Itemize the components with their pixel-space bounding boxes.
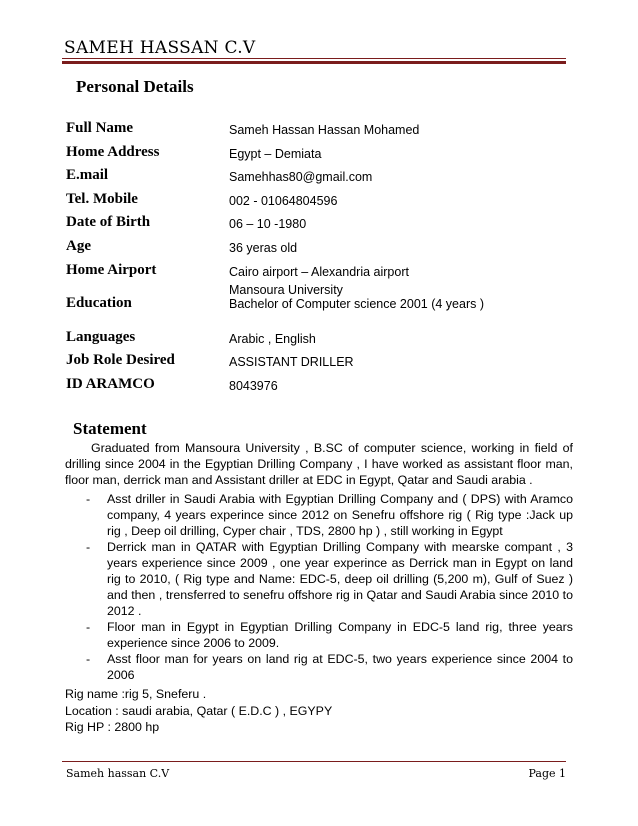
label-email: E.mail bbox=[66, 167, 109, 183]
experience-item-text: Floor man in Egypt in Egyptian Drilling Company in EDC-5 land rig, three years experience since 2006 to 2009. bbox=[107, 620, 573, 650]
label-tel-mobile: Tel. Mobile bbox=[66, 191, 138, 207]
header-title: SAMEH HASSAN C.V bbox=[64, 38, 256, 58]
experience-item-text: Derrick man in QATAR with Egyptian Drilling Company with mearske compant , 3 years experience since 2009 , one year experince as Derrick man in Egypt on land rig to 2010, ( Rig type and Name: EDC-5, deep oil drilling (5,200 m), Gulf of Suez ) and then , trensferred to senefru offshore rig in Qatar and Saudi Arabia since 2010 to 2012 . bbox=[107, 540, 573, 618]
label-age: Age bbox=[66, 238, 91, 254]
list-item bbox=[82, 619, 573, 651]
page-number: Page 1 bbox=[528, 767, 566, 780]
label-education: Education bbox=[66, 295, 132, 311]
personal-details-heading: Personal Details bbox=[76, 77, 194, 96]
value-education-degree: Bachelor of Computer science 2001 (4 years ) bbox=[229, 297, 484, 311]
label-date-of-birth: Date of Birth bbox=[66, 214, 151, 230]
dash-bullet: - bbox=[86, 492, 91, 506]
value-email: Samehhas80@gmail.com bbox=[229, 170, 373, 184]
value-languages: Arabic , English bbox=[229, 332, 316, 346]
label-home-airport: Home Airport bbox=[66, 262, 157, 278]
footer-rule bbox=[62, 761, 566, 762]
dash-bullet: - bbox=[86, 540, 91, 554]
dash-bullet: - bbox=[86, 652, 91, 666]
rig-location-line: Location : saudi arabia, Qatar ( E.D.C ) , EGYPY bbox=[65, 703, 333, 718]
rig-hp-line: Rig HP : 2800 hp bbox=[65, 720, 160, 734]
header-rule bbox=[62, 58, 566, 59]
label-job-role-desired: Job Role Desired bbox=[66, 352, 175, 368]
label-home-address: Home Address bbox=[66, 144, 160, 160]
rig-name-line: Rig name :rig 5, Sneferu . bbox=[65, 687, 207, 701]
value-full-name: Sameh Hassan Hassan Mohamed bbox=[229, 123, 420, 137]
label-languages: Languages bbox=[66, 329, 136, 345]
value-date-of-birth: 06 – 10 -1980 bbox=[229, 217, 307, 231]
value-job-role-desired: ASSISTANT DRILLER bbox=[229, 355, 354, 369]
experience-list bbox=[82, 491, 573, 683]
list-item bbox=[82, 491, 573, 539]
experience-item-text: Asst driller in Saudi Arabia with Egyptian Drilling Company and ( DPS) with Aramco company, 4 years experince since 2012 on Senefru offshore rig ( Rig type :Jack up rig , Deep oil drilling, Cyper chair , TDS, 2800 hp ) , still working in Egypt bbox=[107, 492, 573, 538]
rig-info bbox=[65, 686, 332, 736]
label-full-name: Full Name bbox=[66, 120, 134, 136]
list-item bbox=[82, 539, 573, 619]
dash-bullet: - bbox=[86, 620, 91, 634]
value-age: 36 yeras old bbox=[229, 241, 298, 255]
statement-heading: Statement bbox=[73, 419, 147, 438]
value-home-airport: Cairo airport – Alexandria airport bbox=[229, 265, 409, 279]
header-rule-thick bbox=[62, 61, 566, 64]
value-education-university: Mansoura University bbox=[229, 283, 343, 297]
label-id-aramco: ID ARAMCO bbox=[66, 376, 155, 392]
list-item bbox=[82, 651, 573, 683]
value-tel-mobile: 002 - 01064804596 bbox=[229, 194, 338, 208]
statement-paragraph: Graduated from Mansoura University , B.SC of computer science, working in field of drilling since 2004 in the Egyptian Drilling Company , I have worked as assistant floor man, floor man, derrick man and Assistant driller at EDC in Egypt, Qatar and Saudi arabia . bbox=[65, 441, 573, 487]
experience-item-text: Asst floor man for years on land rig at EDC-5, two years experience since 2004 to 2006 bbox=[107, 652, 573, 682]
footer-title: Sameh hassan C.V bbox=[66, 767, 170, 780]
value-home-address: Egypt – Demiata bbox=[229, 147, 322, 161]
value-id-aramco: 8043976 bbox=[229, 379, 278, 393]
